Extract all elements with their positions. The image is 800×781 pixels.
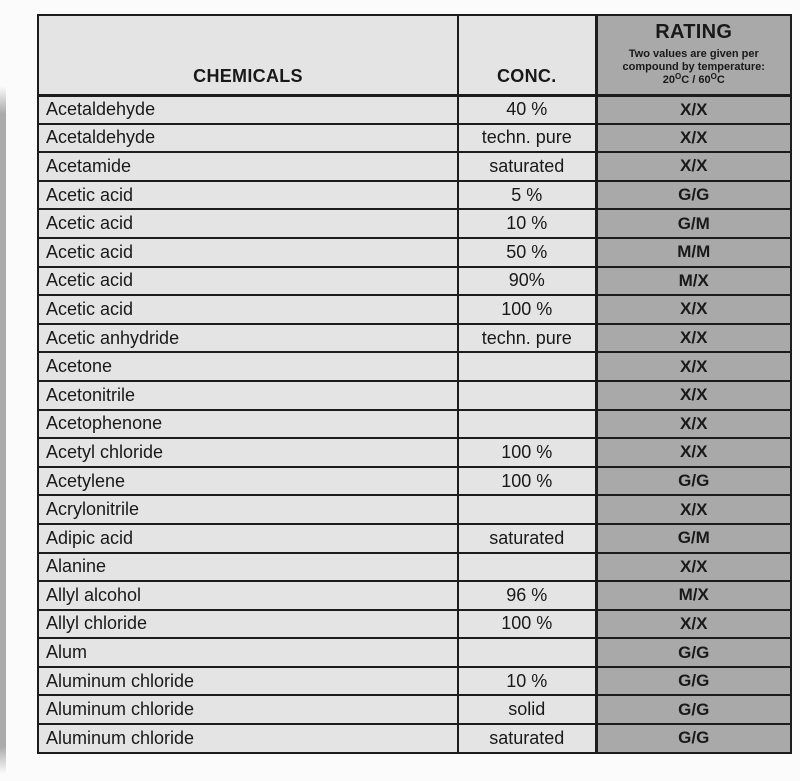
temp-20: 20 bbox=[662, 74, 675, 86]
conc-cell: saturated bbox=[458, 152, 596, 181]
chemical-resistance-table-container bbox=[37, 14, 790, 754]
conc-cell bbox=[458, 410, 596, 439]
rating-title: RATING bbox=[655, 21, 733, 43]
rating-cell: X/X bbox=[596, 438, 791, 467]
conc-cell: saturated bbox=[458, 724, 596, 753]
chemical-cell: Acetaldehyde bbox=[38, 124, 458, 153]
rating-cell: X/X bbox=[596, 95, 791, 124]
conc-cell bbox=[458, 553, 596, 582]
table-row bbox=[38, 667, 791, 696]
chemical-cell: Acetamide bbox=[38, 152, 458, 181]
conc-column-header: CONC. bbox=[458, 15, 596, 95]
rating-column-header bbox=[596, 15, 791, 95]
table-body bbox=[38, 95, 791, 753]
scan-edge-artifact bbox=[0, 86, 6, 774]
chemical-cell: Alum bbox=[38, 638, 458, 667]
conc-cell: 10 % bbox=[458, 667, 596, 696]
conc-cell: 10 % bbox=[458, 209, 596, 238]
chemical-cell: Acrylonitrile bbox=[38, 495, 458, 524]
rating-cell: X/X bbox=[596, 553, 791, 582]
chemical-cell: Aluminum chloride bbox=[38, 724, 458, 753]
chemical-cell: Aluminum chloride bbox=[38, 667, 458, 696]
chemical-cell: Acetaldehyde bbox=[38, 95, 458, 124]
chemical-cell: Aluminum chloride bbox=[38, 695, 458, 724]
table-row bbox=[38, 324, 791, 353]
table-row bbox=[38, 467, 791, 496]
rating-cell: X/X bbox=[596, 610, 791, 639]
table-row bbox=[38, 124, 791, 153]
table-row bbox=[38, 238, 791, 267]
conc-cell: 100 % bbox=[458, 467, 596, 496]
table-row bbox=[38, 638, 791, 667]
conc-cell: 90% bbox=[458, 267, 596, 296]
chemical-cell: Acetyl chloride bbox=[38, 438, 458, 467]
table-row bbox=[38, 267, 791, 296]
conc-cell: saturated bbox=[458, 524, 596, 553]
table-row bbox=[38, 495, 791, 524]
conc-cell: techn. pure bbox=[458, 324, 596, 353]
rating-cell: G/G bbox=[596, 638, 791, 667]
table-row bbox=[38, 352, 791, 381]
rating-cell: X/X bbox=[596, 381, 791, 410]
conc-cell: techn. pure bbox=[458, 124, 596, 153]
conc-cell: 40 % bbox=[458, 95, 596, 124]
rating-cell: G/M bbox=[596, 209, 791, 238]
chemical-cell: Allyl chloride bbox=[38, 610, 458, 639]
conc-cell: 50 % bbox=[458, 238, 596, 267]
header-row bbox=[38, 15, 791, 95]
table-row bbox=[38, 581, 791, 610]
rating-note-line2: compound by temperature: bbox=[622, 61, 765, 73]
chemicals-column-header: CHEMICALS bbox=[38, 15, 458, 95]
table-row bbox=[38, 695, 791, 724]
rating-note-line1: Two values are given per bbox=[628, 48, 759, 60]
table-row bbox=[38, 724, 791, 753]
rating-cell: G/G bbox=[596, 695, 791, 724]
temp-c: C bbox=[716, 74, 725, 86]
rating-cell: M/M bbox=[596, 238, 791, 267]
rating-cell: X/X bbox=[596, 152, 791, 181]
table-row bbox=[38, 524, 791, 553]
rating-note-temps bbox=[663, 74, 725, 86]
conc-cell: 100 % bbox=[458, 295, 596, 324]
table-row bbox=[38, 438, 791, 467]
table-row bbox=[38, 152, 791, 181]
rating-cell: X/X bbox=[596, 495, 791, 524]
table-row bbox=[38, 610, 791, 639]
chemical-cell: Acetophenone bbox=[38, 410, 458, 439]
chemical-cell: Acetic acid bbox=[38, 181, 458, 210]
table-row bbox=[38, 181, 791, 210]
chemical-cell: Acetone bbox=[38, 352, 458, 381]
temp-slash-60: C / 60 bbox=[681, 74, 711, 86]
table-row bbox=[38, 381, 791, 410]
table-row bbox=[38, 209, 791, 238]
conc-cell bbox=[458, 381, 596, 410]
table-row bbox=[38, 295, 791, 324]
conc-cell bbox=[458, 352, 596, 381]
chemical-cell: Acetic anhydride bbox=[38, 324, 458, 353]
rating-cell: X/X bbox=[596, 324, 791, 353]
rating-cell: M/X bbox=[596, 267, 791, 296]
chemical-cell: Acetylene bbox=[38, 467, 458, 496]
conc-cell bbox=[458, 495, 596, 524]
conc-cell: 100 % bbox=[458, 438, 596, 467]
conc-cell bbox=[458, 638, 596, 667]
conc-cell: 5 % bbox=[458, 181, 596, 210]
conc-cell: 96 % bbox=[458, 581, 596, 610]
conc-cell: 100 % bbox=[458, 610, 596, 639]
chemical-cell: Adipic acid bbox=[38, 524, 458, 553]
table-row bbox=[38, 553, 791, 582]
chemical-cell: Acetic acid bbox=[38, 295, 458, 324]
rating-cell: X/X bbox=[596, 124, 791, 153]
rating-cell: G/M bbox=[596, 524, 791, 553]
chemical-cell: Allyl alcohol bbox=[38, 581, 458, 610]
chemical-cell: Alanine bbox=[38, 553, 458, 582]
chemical-cell: Acetic acid bbox=[38, 209, 458, 238]
rating-cell: G/G bbox=[596, 724, 791, 753]
chemical-cell: Acetonitrile bbox=[38, 381, 458, 410]
table-row bbox=[38, 410, 791, 439]
rating-cell: G/G bbox=[596, 467, 791, 496]
table-row bbox=[38, 95, 791, 124]
rating-cell: G/G bbox=[596, 667, 791, 696]
degree-sup: O bbox=[710, 72, 717, 81]
chemical-cell: Acetic acid bbox=[38, 238, 458, 267]
rating-cell: M/X bbox=[596, 581, 791, 610]
rating-note bbox=[598, 48, 791, 87]
rating-cell: X/X bbox=[596, 295, 791, 324]
degree-sup: O bbox=[674, 72, 682, 81]
chemical-resistance-table bbox=[37, 14, 792, 754]
conc-cell: solid bbox=[458, 695, 596, 724]
chemical-cell: Acetic acid bbox=[38, 267, 458, 296]
rating-cell: X/X bbox=[596, 352, 791, 381]
rating-cell: G/G bbox=[596, 181, 791, 210]
rating-cell: X/X bbox=[596, 410, 791, 439]
